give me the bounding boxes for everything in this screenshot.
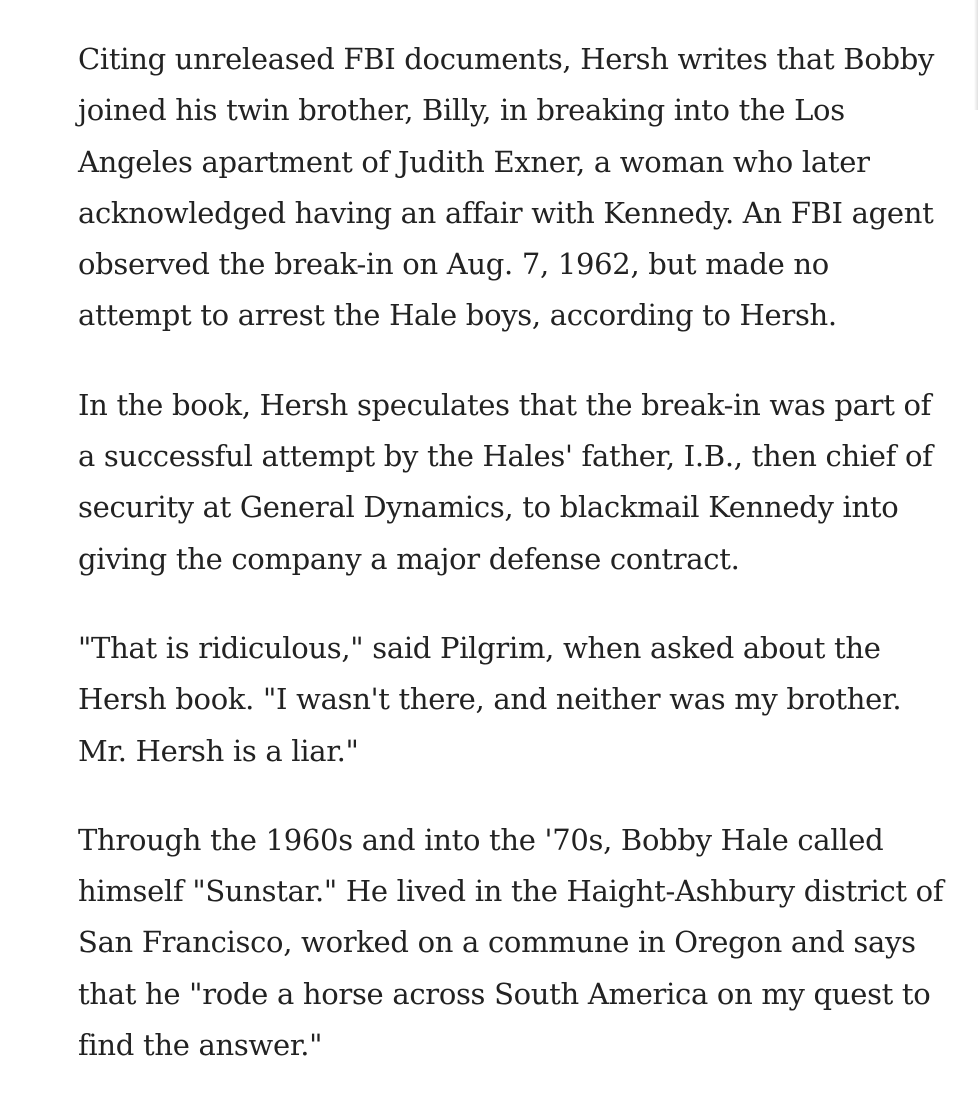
scrollbar-edge[interactable]: [974, 0, 978, 110]
article-paragraph: In the book, Hersh speculates that the break-in was part of a successful attempt by the Hales' father, I.B., then chief of security at General Dynamics, to blackmail Kennedy into giving the company a major defense contract.: [78, 387, 933, 576]
article-paragraph: Through the 1960s and into the '70s, Bobby Hale called himself "Sunstar." He lived in the Haight-Ashbury district of San Francisco, worked on a commune in Oregon and says that he "rode a horse across South America on my quest to find the answer.": [78, 822, 944, 1063]
article-paragraph: "That is ridiculous," said Pilgrim, when asked about the Hersh book. "I wasn't there, and neither was my brother. Mr. Hersh is a liar.": [78, 630, 902, 768]
article-body: [78, 34, 950, 1109]
article-paragraph: Citing unreleased FBI documents, Hersh writes that Bobby joined his twin brother, Billy, in breaking into the Los Angeles apartment of Judith Exner, a woman who later acknowledged having an affair with Kennedy. An FBI agent observed the break-in on Aug. 7, 1962, but made no attempt to arrest the Hale boys, according to Hersh.: [78, 42, 935, 333]
